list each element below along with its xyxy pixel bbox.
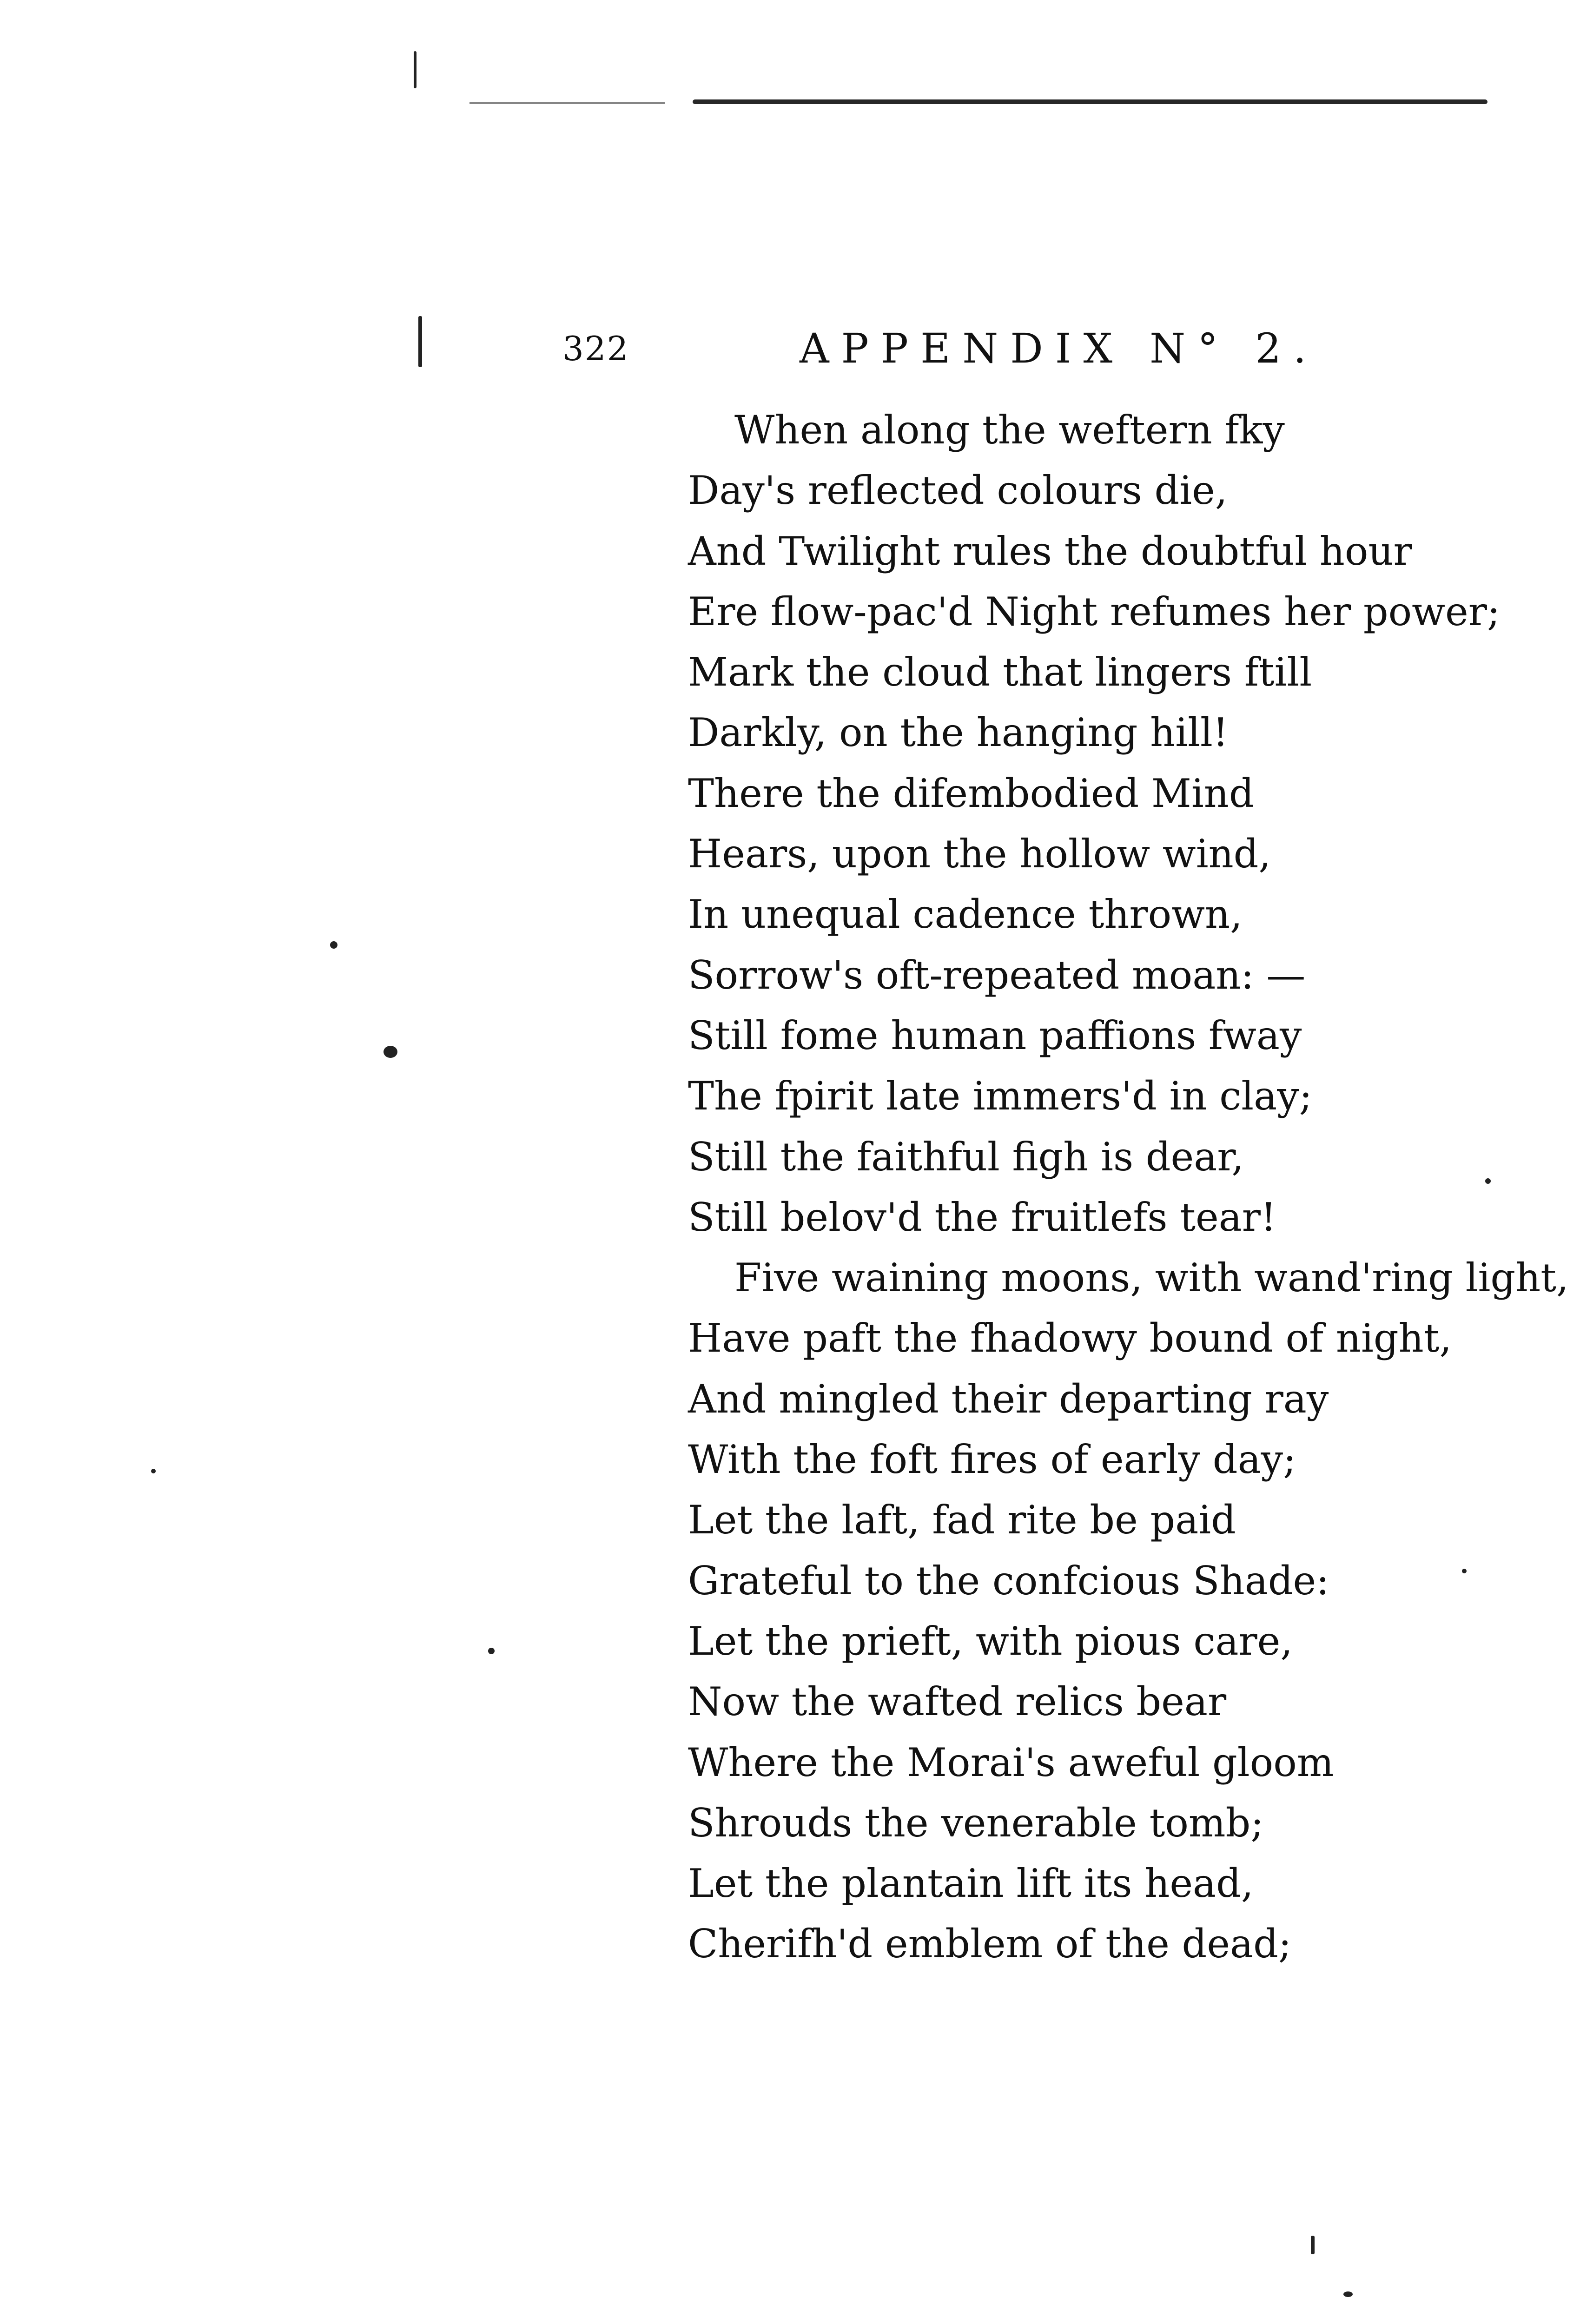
poem-line: Still fome human paffions fway (688, 1012, 1302, 1058)
poem-line: Have paft the fhadowy bound of night, (688, 1315, 1452, 1361)
poem-line: When along the weftern fky (734, 407, 1285, 453)
poem-line: And Twilight rules the doubtful hour (688, 528, 1412, 574)
poem-line: Mark the cloud that lingers ftill (688, 649, 1312, 695)
scan-speck (488, 1648, 495, 1654)
scan-speck (1311, 2236, 1315, 2254)
scan-speck (418, 316, 422, 367)
scan-speck (383, 1046, 397, 1058)
top-margin-rule (693, 99, 1487, 104)
poem-line: Sorrow's oft-repeated moan: — (688, 952, 1306, 998)
scan-speck (151, 1469, 156, 1473)
poem-line: Cherifh'd emblem of the dead; (688, 1921, 1292, 1967)
scan-speck (1343, 2291, 1353, 2297)
poem-line: Darkly, on the hanging hill! (688, 710, 1229, 756)
poem-line: In unequal cadence thrown, (688, 891, 1243, 938)
poem-line: Still the faithful figh is dear, (688, 1134, 1244, 1180)
scan-speck (1462, 1569, 1467, 1573)
poem-line: Still belov'd the fruitlefs tear! (688, 1194, 1276, 1240)
scan-speck (330, 941, 337, 949)
top-margin-rule-thin (469, 102, 665, 104)
poem-line: And mingled their departing ray (688, 1376, 1329, 1422)
poem-line: Day's reflected colours die, (688, 468, 1228, 514)
poem-line: Grateful to the confcious Shade: (688, 1558, 1329, 1604)
poem-line: Ere flow-pac'd Night refumes her power; (688, 588, 1501, 634)
scan-speck (1485, 1178, 1491, 1184)
poem-line: There the difembodied Mind (688, 770, 1254, 816)
poem-line: Shrouds the venerable tomb; (688, 1800, 1264, 1846)
poem-line: Let the laft, fad rite be paid (688, 1497, 1236, 1543)
scan-speck (414, 51, 416, 88)
poem-line: Now the wafted relics bear (688, 1679, 1227, 1725)
poem-line: The fpirit late immers'd in clay; (688, 1073, 1312, 1119)
running-header (562, 321, 1399, 376)
poem-line: Hears, upon the hollow wind, (688, 831, 1271, 877)
poem-line: Five waining moons, with wand'ring light, (734, 1255, 1569, 1301)
poem-line: Where the Morai's aweful gloom (688, 1739, 1334, 1785)
poem-line: With the foft fires of early day; (688, 1437, 1296, 1483)
poem-line: Let the plantain lift its head, (688, 1861, 1254, 1907)
page-number: 322 (562, 329, 629, 368)
poem-line: Let the prieft, with pious care, (688, 1618, 1293, 1664)
header-title: APPENDIX N° 2. (800, 324, 1319, 372)
poem-text (688, 400, 1569, 1974)
